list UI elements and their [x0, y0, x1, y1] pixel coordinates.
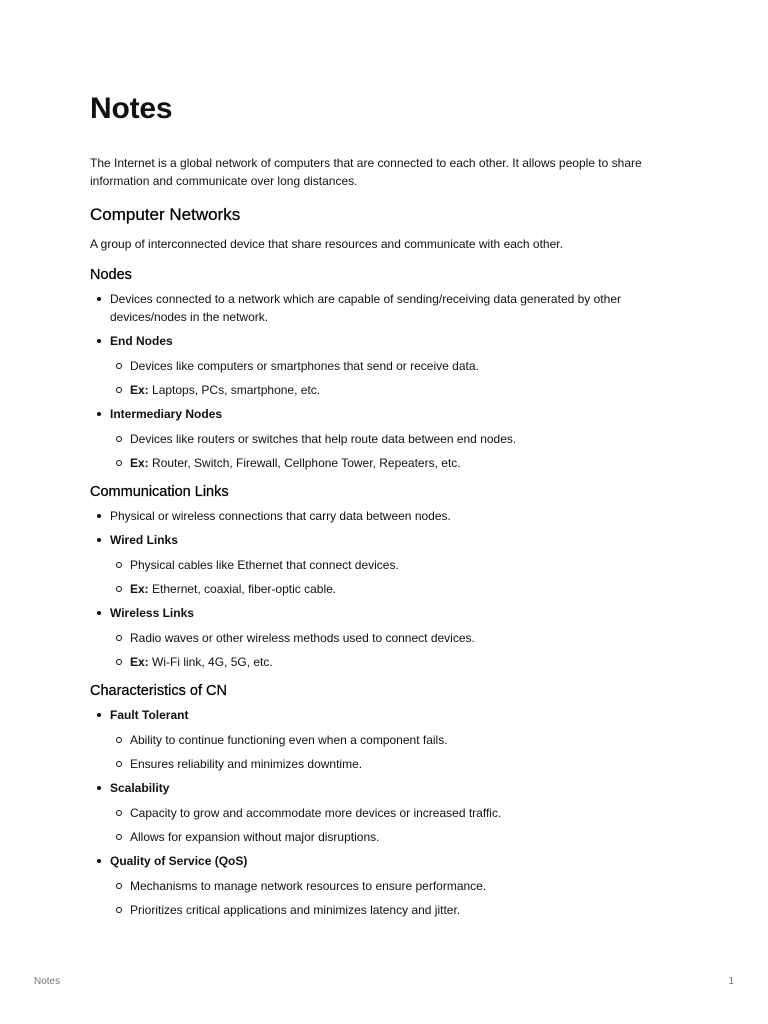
subsection-heading-communication-links: Communication Links	[90, 484, 229, 500]
bullet-icon	[97, 859, 101, 863]
scalability-sublist	[110, 804, 690, 846]
bullet-icon	[97, 713, 101, 717]
example-label: Ex:	[130, 655, 149, 669]
wireless-links-detail: Radio waves or other wireless methods used to connect devices.	[130, 631, 475, 645]
circle-bullet-icon	[116, 907, 122, 913]
circle-bullet-icon	[116, 562, 122, 568]
example-label: Ex:	[130, 456, 149, 470]
wired-links-detail: Physical cables like Ethernet that connect devices.	[130, 558, 399, 572]
circle-bullet-icon	[116, 659, 122, 665]
page-number: 1	[728, 976, 734, 987]
circle-bullet-icon	[116, 586, 122, 592]
list-item	[110, 804, 690, 822]
nodes-summary: Devices connected to a network which are capable of sending/receiving data generated by other devices/nodes in the network.	[110, 292, 621, 324]
bullet-icon	[97, 538, 101, 542]
list-item	[110, 556, 690, 574]
wired-links-sublist	[110, 556, 690, 598]
intermediary-nodes-example: Router, Switch, Firewall, Cellphone Tower, Repeaters, etc.	[148, 456, 461, 470]
scalability-detail: Allows for expansion without major disruptions.	[130, 830, 380, 844]
example-label: Ex:	[130, 383, 149, 397]
circle-bullet-icon	[116, 810, 122, 816]
list-item	[110, 901, 690, 919]
bullet-icon	[97, 786, 101, 790]
list-item	[110, 580, 690, 598]
fault-tolerant-sublist	[110, 731, 690, 773]
circle-bullet-icon	[116, 737, 122, 743]
list-item	[110, 653, 690, 671]
circle-bullet-icon	[116, 363, 122, 369]
wireless-links-example: Wi-Fi link, 4G, 5G, etc.	[148, 655, 273, 669]
list-item	[110, 357, 690, 375]
bullet-icon	[97, 611, 101, 615]
list-item	[90, 332, 690, 399]
list-item	[90, 779, 690, 846]
circle-bullet-icon	[116, 883, 122, 889]
fault-tolerant-detail: Ensures reliability and minimizes downtime.	[130, 757, 363, 771]
page-title: Notes	[90, 92, 173, 125]
bullet-icon	[97, 297, 101, 301]
communication-links-summary: Physical or wireless connections that carry data between nodes.	[110, 509, 451, 523]
example-label: Ex:	[130, 582, 149, 596]
characteristics-list	[90, 706, 690, 919]
scalability-label: Scalability	[110, 781, 170, 795]
intro-paragraph: The Internet is a global network of computers that are connected to each other. It allows people to share information and communicate over long distances.	[90, 156, 642, 188]
end-nodes-detail: Devices like computers or smartphones that send or receive data.	[130, 359, 479, 373]
circle-bullet-icon	[116, 387, 122, 393]
list-item	[90, 604, 690, 671]
intermediary-nodes-detail: Devices like routers or switches that help route data between end nodes.	[130, 432, 517, 446]
list-item	[110, 877, 690, 895]
fault-tolerant-detail: Ability to continue functioning even when a component fails.	[130, 733, 448, 747]
computer-networks-description: A group of interconnected device that share resources and communicate with each other.	[90, 237, 563, 251]
bullet-icon	[97, 514, 101, 518]
list-item	[110, 629, 690, 647]
nodes-list	[90, 290, 690, 472]
fault-tolerant-label: Fault Tolerant	[110, 708, 189, 722]
list-item	[110, 731, 690, 749]
list-item	[90, 507, 690, 525]
list-item	[110, 430, 690, 448]
list-item	[90, 531, 690, 598]
list-item	[90, 706, 690, 773]
circle-bullet-icon	[116, 460, 122, 466]
list-item	[110, 828, 690, 846]
bullet-icon	[97, 412, 101, 416]
list-item	[110, 381, 690, 399]
circle-bullet-icon	[116, 834, 122, 840]
list-item	[90, 852, 690, 919]
wireless-links-label: Wireless Links	[110, 606, 194, 620]
circle-bullet-icon	[116, 635, 122, 641]
list-item	[90, 290, 690, 326]
qos-label: Quality of Service (QoS)	[110, 854, 248, 868]
subsection-heading-characteristics: Characteristics of CN	[90, 683, 227, 699]
circle-bullet-icon	[116, 761, 122, 767]
end-nodes-sublist	[110, 357, 690, 399]
scalability-detail: Capacity to grow and accommodate more devices or increased traffic.	[130, 806, 502, 820]
footer-title: Notes	[34, 976, 61, 987]
communication-links-list	[90, 507, 690, 671]
qos-sublist	[110, 877, 690, 919]
list-item	[110, 755, 690, 773]
qos-detail: Prioritizes critical applications and minimizes latency and jitter.	[130, 903, 461, 917]
intermediary-nodes-sublist	[110, 430, 690, 472]
intermediary-nodes-label: Intermediary Nodes	[110, 407, 223, 421]
bullet-icon	[97, 339, 101, 343]
wired-links-label: Wired Links	[110, 533, 178, 547]
end-nodes-label: End Nodes	[110, 334, 173, 348]
subsection-heading-nodes: Nodes	[90, 267, 132, 283]
section-heading-computer-networks: Computer Networks	[90, 205, 241, 224]
wired-links-example: Ethernet, coaxial, fiber-optic cable.	[148, 582, 337, 596]
document-page	[90, 88, 690, 929]
wireless-links-sublist	[110, 629, 690, 671]
list-item	[110, 454, 690, 472]
list-item	[90, 405, 690, 472]
circle-bullet-icon	[116, 436, 122, 442]
qos-detail: Mechanisms to manage network resources to ensure performance.	[130, 879, 487, 893]
end-nodes-example: Laptops, PCs, smartphone, etc.	[148, 383, 321, 397]
